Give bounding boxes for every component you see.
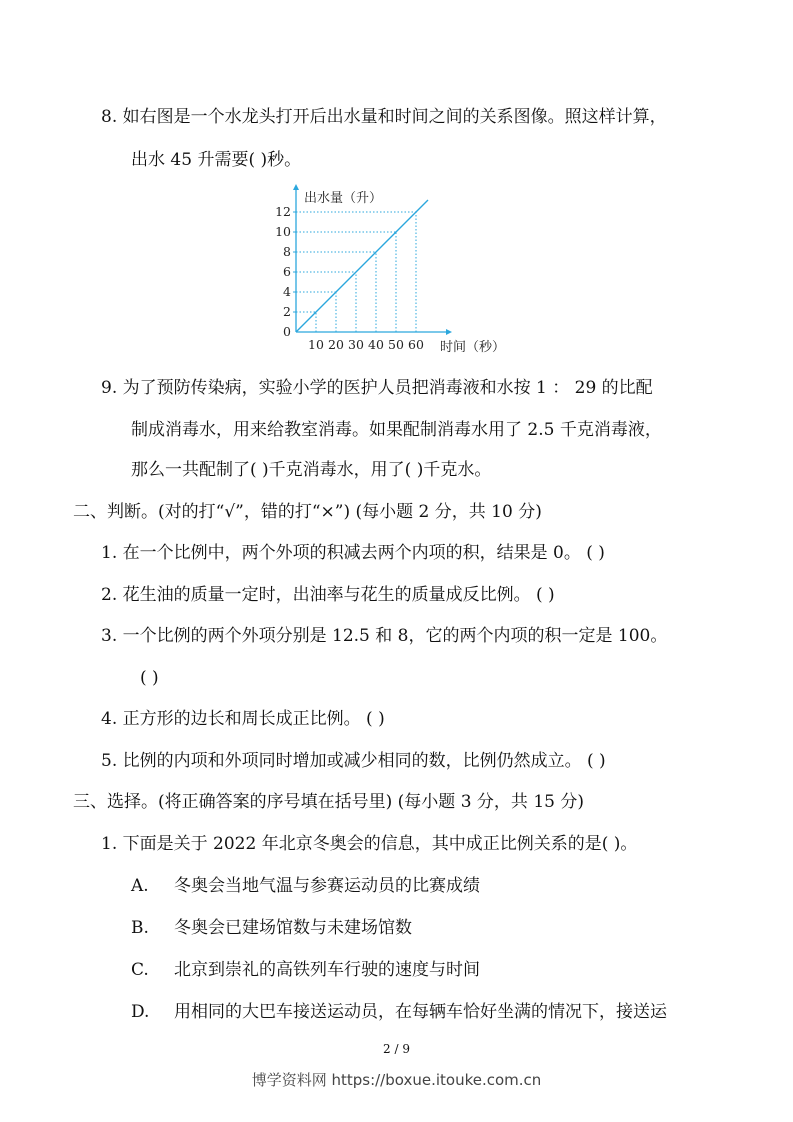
y-tick-label-6: 6 (283, 264, 291, 279)
x-tick-label-10: 10 (308, 337, 324, 352)
q8-line2: 出水 45 升需要( )秒。 (131, 150, 302, 170)
x-tick-label-30: 30 (348, 337, 364, 352)
y-tick-label-4: 4 (283, 284, 291, 299)
origin-label: 0 (283, 324, 291, 339)
x-tick-label-50: 50 (388, 337, 404, 352)
y-tick-label-2: 2 (283, 304, 291, 319)
option-b-text: 冬奥会已建场馆数与未建场馆数 (174, 918, 412, 938)
judge-item-4: 4. 正方形的边长和周长成正比例。 ( ) (101, 709, 385, 729)
judge-item-3: 3. 一个比例的两个外项分别是 12.5 和 8，它的两个内项的积一定是 100。 (101, 626, 668, 646)
option-b-label: B. (131, 918, 149, 938)
q9-line3: 那么一共配制了( )千克消毒水，用了( )千克水。 (131, 460, 492, 480)
x-tick-label-20: 20 (328, 337, 344, 352)
judge-item-3-bracket: ( ) (140, 668, 159, 688)
y-axis-arrow (293, 184, 299, 190)
x-tick-label-60: 60 (408, 337, 424, 352)
footer-watermark: 博学资料网 https://boxue.itouke.com.cn (251, 1071, 542, 1089)
water-output-chart (270, 182, 530, 360)
page-number: 2 / 9 (383, 1042, 410, 1056)
q9-line2: 制成消毒水，用来给教室消毒。如果配制消毒水用了 2.5 千克消毒液， (131, 420, 662, 440)
x-axis-arrow (446, 329, 452, 335)
section3-heading: 三、选择。(将正确答案的序号填在括号里) (每小题 3 分，共 15 分) (73, 792, 584, 812)
option-c-text: 北京到崇礼的高铁列车行驶的速度与时间 (174, 960, 480, 980)
judge-item-2: 2. 花生油的质量一定时，出油率与花生的质量成反比例。 ( ) (101, 585, 555, 605)
series-line (296, 200, 428, 332)
judge-item-1: 1. 在一个比例中，两个外项的积减去两个内项的积，结果是 0。 ( ) (101, 543, 605, 563)
y-tick-label-12: 12 (275, 204, 291, 219)
y-tick-label-10: 10 (275, 224, 291, 239)
y-tick-label-8: 8 (283, 244, 291, 259)
q9-line1: 9. 为了预防传染病，实验小学的医护人员把消毒液和水按 1 ： 29 的比配 (101, 378, 653, 398)
option-d-text: 用相同的大巴车接送运动员，在每辆车恰好坐满的情况下，接送运 (174, 1002, 667, 1022)
y-axis-label: 出水量（升） (304, 191, 383, 206)
section2-heading: 二、判断。(对的打“√”，错的打“×”) (每小题 2 分，共 10 分) (73, 502, 542, 522)
x-axis-label: 时间（秒） (440, 340, 506, 355)
x-tick-label-40: 40 (368, 337, 384, 352)
option-c-label: C. (131, 960, 149, 980)
option-a-text: 冬奥会当地气温与参赛运动员的比赛成绩 (174, 876, 480, 896)
choice-q1: 1. 下面是关于 2022 年北京冬奥会的信息，其中成正比例关系的是( )。 (101, 834, 638, 854)
q8-line1: 8. 如右图是一个水龙头打开后出水量和时间之间的关系图像。照这样计算， (101, 107, 667, 127)
option-d-label: D. (131, 1002, 150, 1022)
judge-item-5: 5. 比例的内项和外项同时增加或减少相同的数，比例仍然成立。 ( ) (101, 751, 606, 771)
option-a-label: A. (131, 876, 149, 896)
